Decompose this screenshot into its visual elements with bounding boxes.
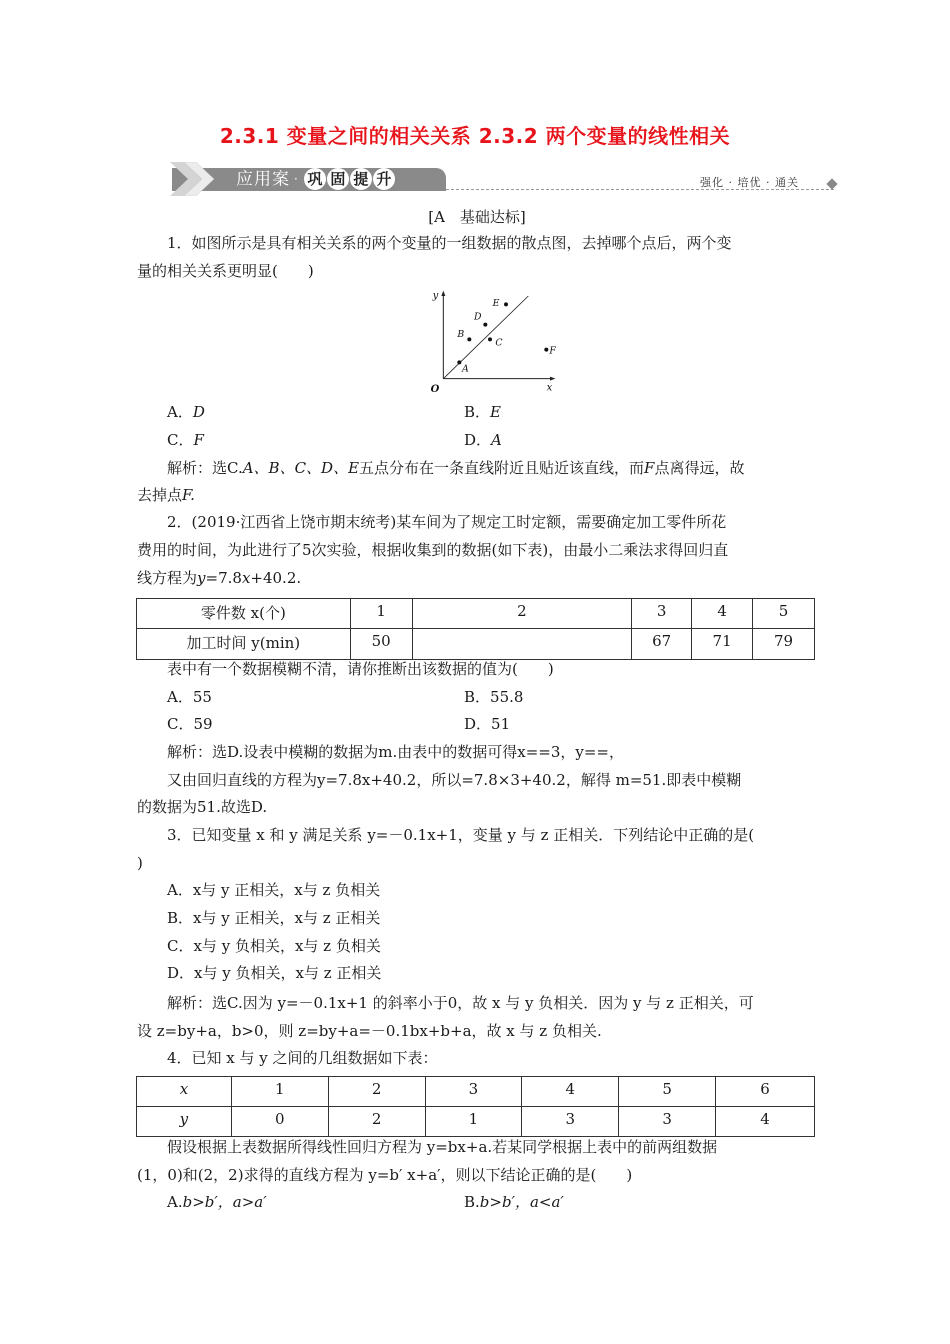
q1-stem-line2: 量的相关关系更明显( ) xyxy=(137,262,314,280)
q1-option-d: D．A xyxy=(464,431,502,449)
section-banner xyxy=(166,164,446,193)
q2-analysis-line3: 的数据为51.故选D. xyxy=(137,798,268,816)
svg-text:E: E xyxy=(492,298,500,309)
table-row: x 1 2 3 4 5 6 xyxy=(137,1077,815,1107)
q2-stem-line1: 2．(2019·江西省上饶市期末统考)某车间为了规定工时定额，需要确定加工零件所花 xyxy=(167,513,727,531)
scatter-plot-figure xyxy=(410,282,570,394)
page-title: 2.3.1 变量之间的相关关系 2.3.2 两个变量的线性相关 xyxy=(219,124,731,148)
q4-option-a: A.b>b′，a>a′ xyxy=(167,1193,267,1211)
circled-char: 巩 xyxy=(304,168,326,190)
banner-label xyxy=(236,169,396,191)
q3-stem-line1: 3．已知变量 x 和 y 满足关系 y=－0.1x+1，变量 y 与 z 正相关．下列结论中正确的是( xyxy=(167,826,755,844)
svg-text:F: F xyxy=(549,345,556,357)
q3-stem-line2: ) xyxy=(137,854,143,872)
q1-stem-line1: 1．如图所示是具有相关关系的两个变量的一组数据的散点图，去掉哪个点后，两个变 xyxy=(167,234,732,252)
circled-char: 固 xyxy=(327,168,349,190)
q2-option-b: B．55.8 xyxy=(464,688,524,706)
q1-option-a: A．D xyxy=(167,403,205,421)
q3-option-b: B．x与 y 正相关，x与 z 正相关 xyxy=(167,909,381,927)
q3-option-d: D．x与 y 负相关，x与 z 正相关 xyxy=(167,964,382,982)
q2-option-c: C．59 xyxy=(167,715,213,733)
q4-after-line1: 假设根据上表数据所得线性回归方程为 y=bx+a.若某同学根据上表中的前两组数据 xyxy=(167,1138,718,1156)
q2-option-d: D．51 xyxy=(464,715,511,733)
q2-data-table xyxy=(136,598,815,660)
q2-option-a: A．55 xyxy=(167,688,212,706)
banner-dot: · xyxy=(294,172,299,186)
q4-stem-line1: 4．已知 x 与 y 之间的几组数据如下表： xyxy=(167,1049,438,1067)
circled-char: 升 xyxy=(373,168,395,190)
q4-data-table xyxy=(136,1076,815,1137)
svg-text:B: B xyxy=(457,329,465,340)
q3-option-a: A．x与 y 正相关，x与 z 负相关 xyxy=(167,881,381,899)
q4-after-line2: (1，0)和(2，2)求得的直线方程为 y=b′ x+a′，则以下结论正确的是( ) xyxy=(137,1166,633,1184)
diamond-icon xyxy=(826,178,837,189)
table-row: 加工时间 y(min) 50 67 71 79 xyxy=(137,629,815,660)
q1-option-b: B．E xyxy=(464,403,501,421)
circled-char: 提 xyxy=(350,168,372,190)
q2-analysis-line1: 解析：选D.设表中模糊的数据为m.由表中的数据可得x==3，y==， xyxy=(167,743,625,761)
q1-analysis-line2: 去掉点F. xyxy=(137,486,195,504)
q2-stem-line3: 线方程为y=7.8x+40.2. xyxy=(137,569,302,587)
q3-analysis-line1: 解析：选C.因为 y=－0.1x+1 的斜率小于0，故 x 与 y 负相关．因为 y 与 z 正相关，可 xyxy=(167,994,754,1012)
q1-option-c: C．F xyxy=(167,431,204,449)
q4-option-b: B.b>b′，a<a′ xyxy=(464,1193,564,1211)
banner-right-tag: 强化 · 培优 · 通关 xyxy=(700,176,799,189)
table-row: y 0 2 1 3 3 4 xyxy=(137,1107,815,1137)
x-axis-label: x xyxy=(546,382,553,394)
y-axis-label: y xyxy=(432,290,439,302)
section-label: [A 基础达标] xyxy=(428,208,526,226)
q2-stem-line2: 费用的时间，为此进行了5次实验，根据收集到的数据(如下表)，由最小二乘法求得回归直 xyxy=(137,541,729,559)
double-chevron-icon xyxy=(166,162,226,196)
svg-text:A: A xyxy=(462,363,469,375)
origin-label: O xyxy=(430,384,440,394)
q3-option-c: C．x与 y 负相关，x与 z 负相关 xyxy=(167,937,381,955)
q1-analysis-line1: 解析：选C.A、B、C、D、E五点分布在一条直线附近且贴近该直线，而F点离得远，故 xyxy=(167,459,745,477)
q2-after-table: 表中有一个数据模糊不清，请你推断出该数据的值为( ) xyxy=(167,660,554,678)
q3-analysis-line2: 设 z=by+a，b>0，则 z=by+a=－0.1bx+b+a，故 x 与 z 负相关. xyxy=(137,1022,602,1040)
svg-text:D: D xyxy=(474,311,482,323)
table-row: 零件数 x(个) 1 2 3 4 5 xyxy=(137,599,815,629)
svg-text:C: C xyxy=(495,337,503,349)
banner-prefix: 应用案 xyxy=(236,169,290,190)
q2-analysis-line2: 又由回归直线的方程为y=7.8x+40.2，所以=7.8×3+40.2，解得 m=51.即表中模糊 xyxy=(167,771,742,789)
